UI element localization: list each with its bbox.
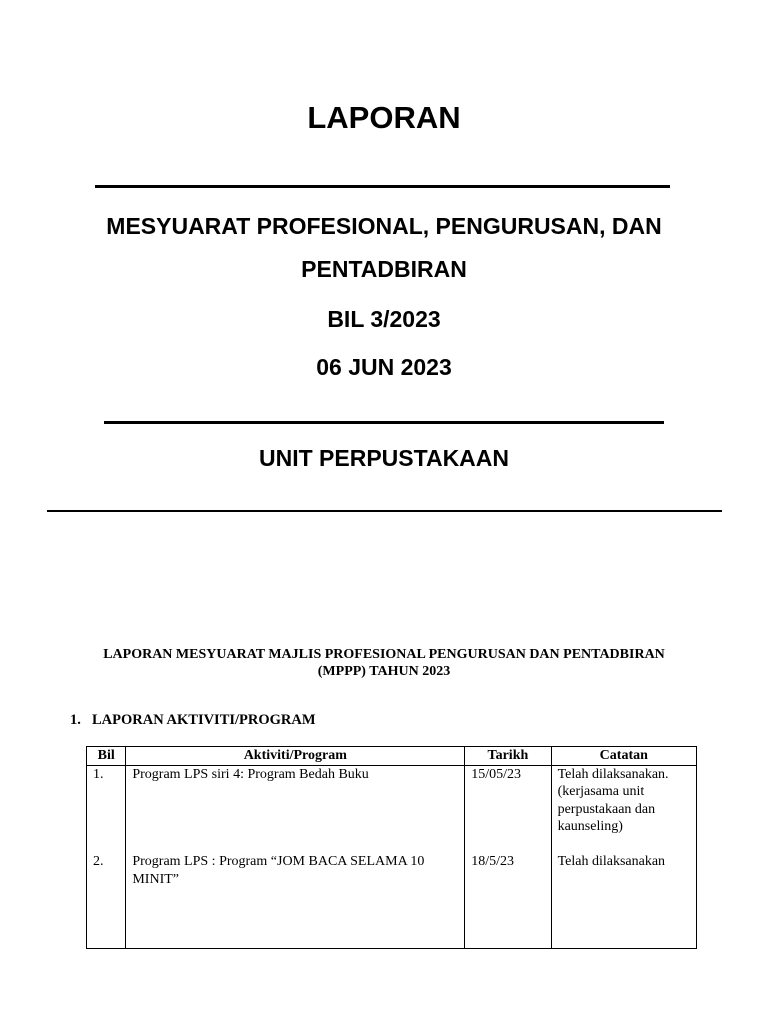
section-heading bbox=[70, 712, 316, 729]
report-title-line2: (MPPP) TAHUN 2023 bbox=[317, 664, 451, 679]
header-aktiviti: Aktiviti/Program bbox=[126, 747, 465, 766]
header-bil: Bil bbox=[87, 747, 126, 766]
activities-table bbox=[86, 746, 697, 949]
row-catatan: Telah dilaksanakan bbox=[551, 853, 696, 949]
row-aktiviti: Program LPS siri 4: Program Bedah Buku bbox=[126, 765, 465, 853]
row-tarikh: 15/05/23 bbox=[465, 765, 551, 853]
row-bil: 1. bbox=[87, 765, 126, 853]
meeting-number: BIL 3/2023 bbox=[327, 306, 441, 332]
table-header-row bbox=[87, 747, 697, 766]
section-heading-text: LAPORAN AKTIVITI/PROGRAM bbox=[92, 712, 316, 728]
row-aktiviti: Program LPS : Program “JOM BACA SELAMA 10 MINIT” bbox=[126, 853, 465, 949]
meeting-title-line1: MESYUARAT PROFESIONAL, PENGURUSAN, DAN bbox=[106, 213, 662, 239]
report-title-line1: LAPORAN MESYUARAT MAJLIS PROFESIONAL PENGURUSAN DAN PENTADBIRAN bbox=[103, 647, 665, 662]
report-title bbox=[60, 646, 708, 680]
section-number: 1. bbox=[70, 712, 81, 728]
unit-name: UNIT PERPUSTAKAAN bbox=[258, 445, 510, 471]
unit-underline bbox=[47, 510, 722, 512]
table-row bbox=[87, 853, 697, 949]
row-catatan: Telah dilaksanakan. (kerjasama unit perpustakaan dan kaunseling) bbox=[551, 765, 696, 853]
header-catatan: Catatan bbox=[551, 747, 696, 766]
table-row bbox=[87, 765, 697, 853]
cover-title: LAPORAN bbox=[307, 100, 461, 135]
row-tarikh: 18/5/23 bbox=[465, 853, 551, 949]
date-underline bbox=[104, 421, 664, 424]
title-underline bbox=[95, 185, 670, 188]
meeting-date: 06 JUN 2023 bbox=[316, 354, 452, 380]
row-bil: 2. bbox=[87, 853, 126, 949]
header-tarikh: Tarikh bbox=[465, 747, 551, 766]
meeting-title-line2: PENTADBIRAN bbox=[301, 256, 467, 282]
